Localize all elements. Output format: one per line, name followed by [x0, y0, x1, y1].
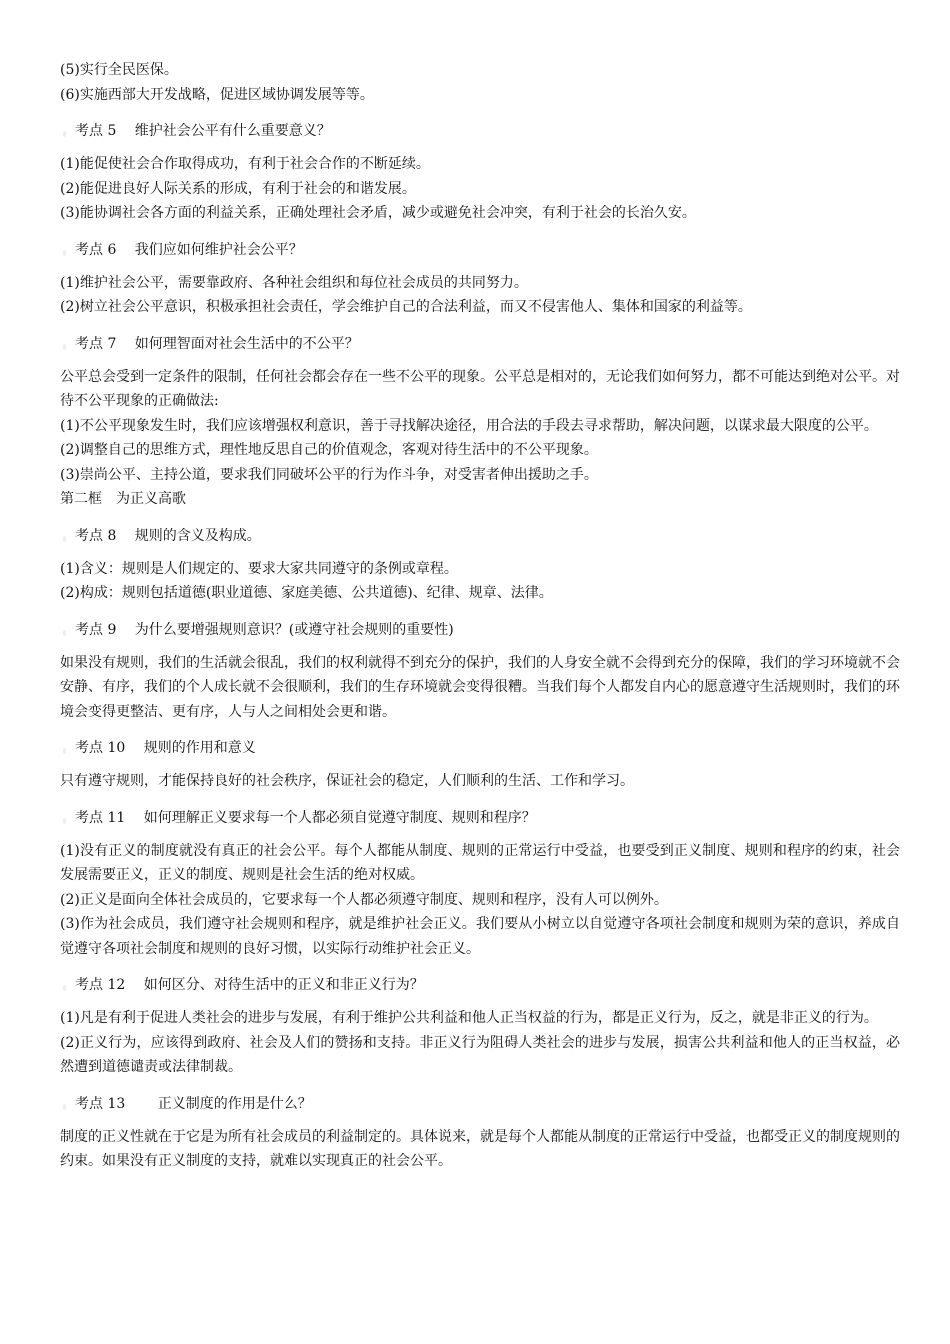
section-heading [60, 728, 900, 758]
water-drop-icon [60, 1092, 74, 1114]
section-heading [60, 965, 900, 995]
body-paragraph: (2)正义是面向全体社会成员的，它要求每一个人都必须遵守制度、规则和程序，没有人可以例外。 [60, 891, 668, 908]
body-paragraph: (6)实施西部大开发战略，促进区域协调发展等等。 [60, 86, 374, 103]
section-heading-text: 考点 5 维护社会公平有什么重要意义？ [75, 123, 331, 139]
body-paragraph: 第二框 为正义高歌 [60, 491, 186, 507]
body-paragraph: (1)不公平现象发生时，我们应该增强权利意识，善于寻找解决途径，用合法的手段去寻求帮助，解决问题，以谋求最大限度的公平。 [60, 417, 878, 434]
water-drop-icon [60, 736, 74, 758]
section-heading-text: 考点 10 规则的作用和意义 [75, 740, 256, 756]
body-paragraph: (1)能促使社会合作取得成功，有利于社会合作的不断延续。 [60, 156, 430, 172]
body-paragraph: 如果没有规则，我们的生活就会很乱，我们的权利就得不到充分的保护，我们的人身安全就不会得到充分的保障，我们的学习环境就不会安静、有序，我们的个人成长就不会很顺利，我们的生存环境就会变得很糟。当我们每个人都发自内心的愿意遵守生活规则时，我们的环境会变得更整洁、更有序，人与人之间相处会更和谐。 [60, 654, 900, 720]
section-heading-text: 考点 12 如何区分、对待生活中的正义和非正义行为？ [75, 977, 424, 993]
body-paragraph: (1)凡是有利于促进人类社会的进步与发展，有利于维护公共利益和他人正当权益的行为，都是正义行为，反之，就是非正义的行为。 [60, 1010, 878, 1026]
body-paragraph: (1)没有正义的制度就没有真正的社会公平。每个人都能从制度、规则的正常运行中受益，也要受到正义制度、规则和程序的约束，社会发展需要正义，正义的制度、规则是社会生活的绝对权威。 [60, 842, 900, 883]
body-paragraph: (2)树立社会公平意识，积极承担社会责任，学会维护自己的合法利益，而又不侵害他人、集体和国家的利益等。 [60, 299, 752, 315]
body-paragraph: (5)实行全民医保。 [60, 62, 178, 78]
body-paragraph: (3)崇尚公平、主持公道，要求我们同破坏公平的行为作斗争，对受害者伸出援助之手。 [60, 466, 598, 483]
body-paragraph: (2)构成：规则包括道德(职业道德、家庭美德、公共道德)、纪律、规章、法律。 [60, 585, 553, 601]
section-heading-text: 考点 6 我们应如何维护社会公平？ [75, 241, 303, 258]
body-paragraph: (1)维护社会公平，需要靠政府、各种社会组织和每位社会成员的共同努力。 [60, 274, 528, 291]
section-heading [60, 324, 900, 354]
body-paragraph: 公平总会受到一定条件的限制，任何社会都会存在一些不公平的现象。公平总是相对的，无论我们如何努力，都不可能达到绝对公平。对待不公平现象的正确做法: [60, 368, 900, 409]
water-drop-icon [60, 524, 74, 546]
section-heading-text: 考点 11 如何理解正义要求每一个人都必须自觉遵守制度、规则和程序？ [75, 809, 536, 826]
section-heading [60, 610, 900, 640]
water-drop-icon [60, 973, 74, 995]
body-paragraph: 制度的正义性就在于它是为所有社会成员的利益制定的。具体说来，就是每个人都能从制度的正常运行中受益，也都受正义的制度规则的约束。如果没有正义制度的支持，就难以实现真正的社会公平。 [60, 1128, 900, 1169]
section-heading [60, 230, 900, 260]
section-heading [60, 111, 900, 141]
water-drop-icon [60, 332, 74, 354]
body-paragraph: (2)正义行为，应该得到政府、社会及人们的赞扬和支持。非正义行为阻碍人类社会的进步与发展，损害公共利益和他人的正当权益，必然遭到道德谴责或法律制裁。 [60, 1034, 900, 1075]
section-heading-text: 考点 8 规则的含义及构成。 [75, 527, 261, 544]
section-heading-text: 考点 13 正义制度的作用是什么？ [75, 1095, 312, 1112]
section-heading [60, 516, 900, 546]
water-drop-icon [60, 119, 74, 141]
section-heading [60, 798, 900, 828]
section-heading-text: 考点 7 如何理智面对社会生活中的不公平？ [75, 335, 359, 352]
body-paragraph: (3)能协调社会各方面的利益关系，正确处理社会矛盾，减少或避免社会冲突，有利于社会的长治久安。 [60, 205, 696, 221]
body-paragraph: (2)能促进良好人际关系的形成，有利于社会的和谐发展。 [60, 180, 416, 197]
body-paragraph: 只有遵守规则，才能保持良好的社会秩序，保证社会的稳定，人们顺利的生活、工作和学习。 [60, 773, 634, 789]
section-heading-text: 考点 9 为什么要增强规则意识？(或遵守社会规则的重要性) [75, 621, 454, 638]
water-drop-icon [60, 618, 74, 640]
body-paragraph: (1)含义：规则是人们规定的、要求大家共同遵守的条例或章程。 [60, 560, 458, 577]
section-heading [60, 1084, 900, 1114]
body-paragraph: (3)作为社会成员，我们遵守社会规则和程序，就是维护社会正义。我们要从小树立以自觉遵守各项社会制度和规则为荣的意识，养成自觉遵守各项社会制度和规则的良好习惯，以实际行动维护社会正义。 [60, 916, 900, 957]
water-drop-icon [60, 238, 74, 260]
body-paragraph: (2)调整自己的思维方式，理性地反思自己的价值观念，客观对待生活中的不公平现象。 [60, 442, 598, 458]
water-drop-icon [60, 806, 74, 828]
